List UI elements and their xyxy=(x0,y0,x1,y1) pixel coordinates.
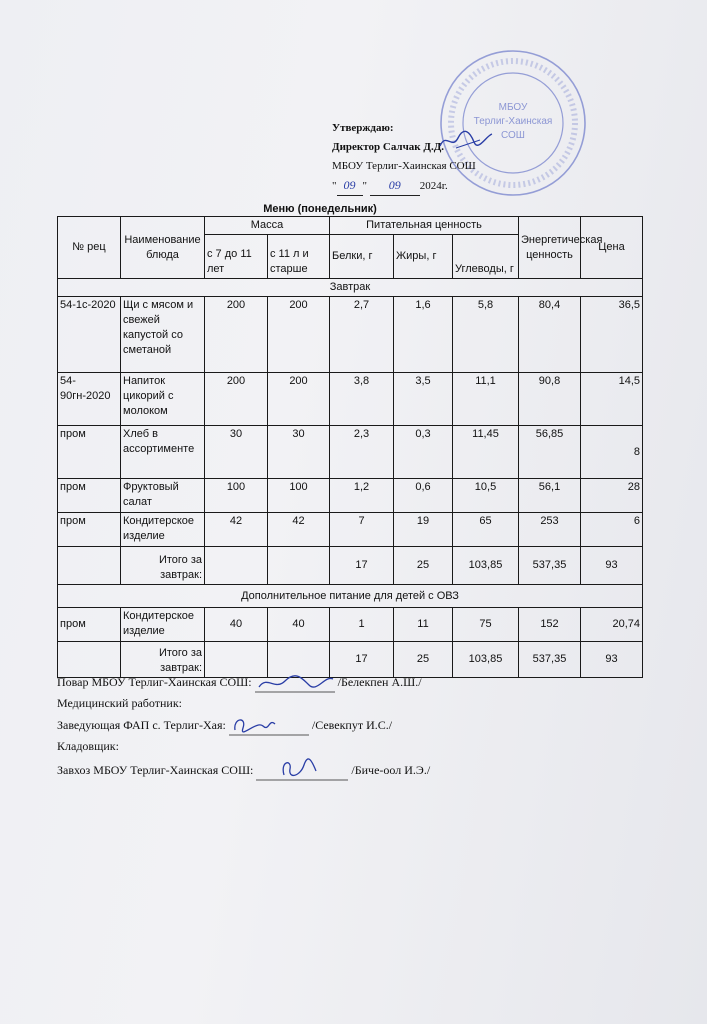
cell-energy: 80,4 xyxy=(519,297,581,373)
cell-proteins: 2,3 xyxy=(330,426,394,479)
section-extra: Дополнительное питание для детей с ОВЗ xyxy=(58,585,643,608)
total-carbs: 103,85 xyxy=(453,642,519,678)
cook-signature-icon xyxy=(255,673,335,693)
cell-mass-7-11: 42 xyxy=(205,513,268,547)
cell-carbs: 75 xyxy=(453,608,519,642)
school-line: МБОУ Терлиг-Хаинская СОШ xyxy=(332,160,476,172)
fap-name: /Севекпут И.С./ xyxy=(311,718,393,732)
fap-signature-icon xyxy=(229,714,309,736)
total-label: Итого за завтрак: xyxy=(121,642,205,678)
signatures-block xyxy=(57,672,430,781)
date-month: 09 xyxy=(370,176,420,196)
cell-rec: пром xyxy=(58,513,121,547)
date-day: 09 xyxy=(337,176,363,196)
cell-mass-7-11: 200 xyxy=(205,297,268,373)
supply-name: /Биче-оол И.Э./ xyxy=(351,763,431,777)
supply-signature-line xyxy=(57,757,430,781)
cell-mass-11-plus: 40 xyxy=(268,608,330,642)
header-mass: Масса xyxy=(205,217,330,235)
cell-price: 20,74 xyxy=(581,608,643,642)
cell-mass-7-11: 40 xyxy=(205,608,268,642)
header-nutrition: Питательная ценность xyxy=(330,217,519,235)
total-price: 93 xyxy=(581,547,643,585)
cell-fats: 19 xyxy=(394,513,453,547)
total-row xyxy=(58,547,643,585)
cell-fats: 1,6 xyxy=(394,297,453,373)
cell-rec: 54-90гн-2020 xyxy=(58,373,121,426)
total-fats: 25 xyxy=(394,642,453,678)
cell-mass-11-plus: 200 xyxy=(268,297,330,373)
cell-energy: 90,8 xyxy=(519,373,581,426)
cell-price: 36,5 xyxy=(581,297,643,373)
cell-mass-7-11: 200 xyxy=(205,373,268,426)
total-carbs: 103,85 xyxy=(453,547,519,585)
cell-fats: 0,3 xyxy=(394,426,453,479)
total-label: Итого за завтрак: xyxy=(121,547,205,585)
header-age-7-11: с 7 до 11 лет xyxy=(205,235,268,279)
cell-carbs: 11,1 xyxy=(453,373,519,426)
total-energy: 537,35 xyxy=(519,642,581,678)
menu-title: Меню (понедельник) xyxy=(263,203,377,215)
storekeeper-line: Кладовщик: xyxy=(57,739,119,753)
header-dish-name: Наименование блюда xyxy=(121,217,205,279)
cell-fats: 3,5 xyxy=(394,373,453,426)
total-energy: 537,35 xyxy=(519,547,581,585)
table-row xyxy=(58,479,643,513)
cell-price: 28 xyxy=(581,479,643,513)
supply-label: Завхоз МБОУ Терлиг-Хаинская СОШ: xyxy=(57,763,254,777)
date-close-quote: " xyxy=(362,180,367,192)
cell-mass-7-11: 100 xyxy=(205,479,268,513)
header-price: Цена xyxy=(581,217,643,279)
cell-rec: пром xyxy=(58,608,121,642)
table-row xyxy=(58,513,643,547)
table-row xyxy=(58,297,643,373)
table-row xyxy=(58,373,643,426)
approval-date xyxy=(332,176,476,196)
cell-dish: Фруктовый салат xyxy=(121,479,205,513)
total-proteins: 17 xyxy=(330,642,394,678)
cell-proteins: 3,8 xyxy=(330,373,394,426)
cell-dish: Кондитерское изделие xyxy=(121,608,205,642)
cell-proteins: 1 xyxy=(330,608,394,642)
fap-label: Заведующая ФАП с. Терлиг-Хая: xyxy=(57,718,226,732)
cell-mass-11-plus: 30 xyxy=(268,426,330,479)
total-proteins: 17 xyxy=(330,547,394,585)
cell-dish: Кондитерское изделие xyxy=(121,513,205,547)
cell-proteins: 7 xyxy=(330,513,394,547)
cook-signature-line xyxy=(57,672,430,693)
director-name: Директор Салчак Д.Д. xyxy=(332,141,445,153)
stamp-line-2: Терлиг-Хаинская xyxy=(473,116,553,127)
header-rec-no: № рец xyxy=(58,217,121,279)
cell-energy: 56,85 xyxy=(519,426,581,479)
cell-mass-7-11: 30 xyxy=(205,426,268,479)
section-breakfast: Завтрак xyxy=(58,279,643,297)
cook-name: /Белекпен А.Ш./ xyxy=(337,675,422,689)
supply-signature-icon xyxy=(256,757,348,781)
table-row xyxy=(58,608,643,642)
header-age-11-plus: с 11 л и старше xyxy=(268,235,330,279)
approval-block xyxy=(332,119,476,196)
total-price: 93 xyxy=(581,642,643,678)
cook-label: Повар МБОУ Терлиг-Хаинская СОШ: xyxy=(57,675,252,689)
cell-carbs: 65 xyxy=(453,513,519,547)
cell-fats: 0,6 xyxy=(394,479,453,513)
cell-proteins: 2,7 xyxy=(330,297,394,373)
cell-rec: пром xyxy=(58,426,121,479)
cell-price: 6 xyxy=(581,513,643,547)
cell-dish: Щи с мясом и свежей капустой со сметаной xyxy=(121,297,205,373)
date-open-quote: " xyxy=(332,180,337,192)
director-line xyxy=(332,138,476,157)
cell-energy: 253 xyxy=(519,513,581,547)
fap-signature-line xyxy=(57,714,430,736)
cell-carbs: 5,8 xyxy=(453,297,519,373)
cell-price: 8 xyxy=(581,426,643,479)
stamp-line-3: СОШ xyxy=(501,130,525,141)
cell-dish: Хлеб в ассортименте xyxy=(121,426,205,479)
cell-price: 14,5 xyxy=(581,373,643,426)
table-row xyxy=(58,426,643,479)
cell-mass-11-plus: 100 xyxy=(268,479,330,513)
cell-energy: 152 xyxy=(519,608,581,642)
cell-fats: 11 xyxy=(394,608,453,642)
header-fats: Жиры, г xyxy=(394,235,453,279)
header-proteins: Белки, г xyxy=(330,235,394,279)
medic-line: Медицинский работник: xyxy=(57,696,182,710)
cell-rec: пром xyxy=(58,479,121,513)
cell-dish: Напиток цикорий с молоком xyxy=(121,373,205,426)
cell-carbs: 11,45 xyxy=(453,426,519,479)
approve-label: Утверждаю: xyxy=(332,122,394,134)
cell-proteins: 1,2 xyxy=(330,479,394,513)
date-year: 2024г. xyxy=(419,180,448,192)
total-fats: 25 xyxy=(394,547,453,585)
cell-mass-11-plus: 200 xyxy=(268,373,330,426)
header-energy: Энергетическая ценность xyxy=(519,217,581,279)
cell-carbs: 10,5 xyxy=(453,479,519,513)
stamp-line-1: МБОУ xyxy=(498,102,528,113)
cell-rec: 54-1с-2020 xyxy=(58,297,121,373)
cell-energy: 56,1 xyxy=(519,479,581,513)
director-signature-icon xyxy=(436,130,496,152)
header-carbs: Углеводы, г xyxy=(453,235,519,279)
menu-table xyxy=(57,216,643,678)
cell-mass-11-plus: 42 xyxy=(268,513,330,547)
